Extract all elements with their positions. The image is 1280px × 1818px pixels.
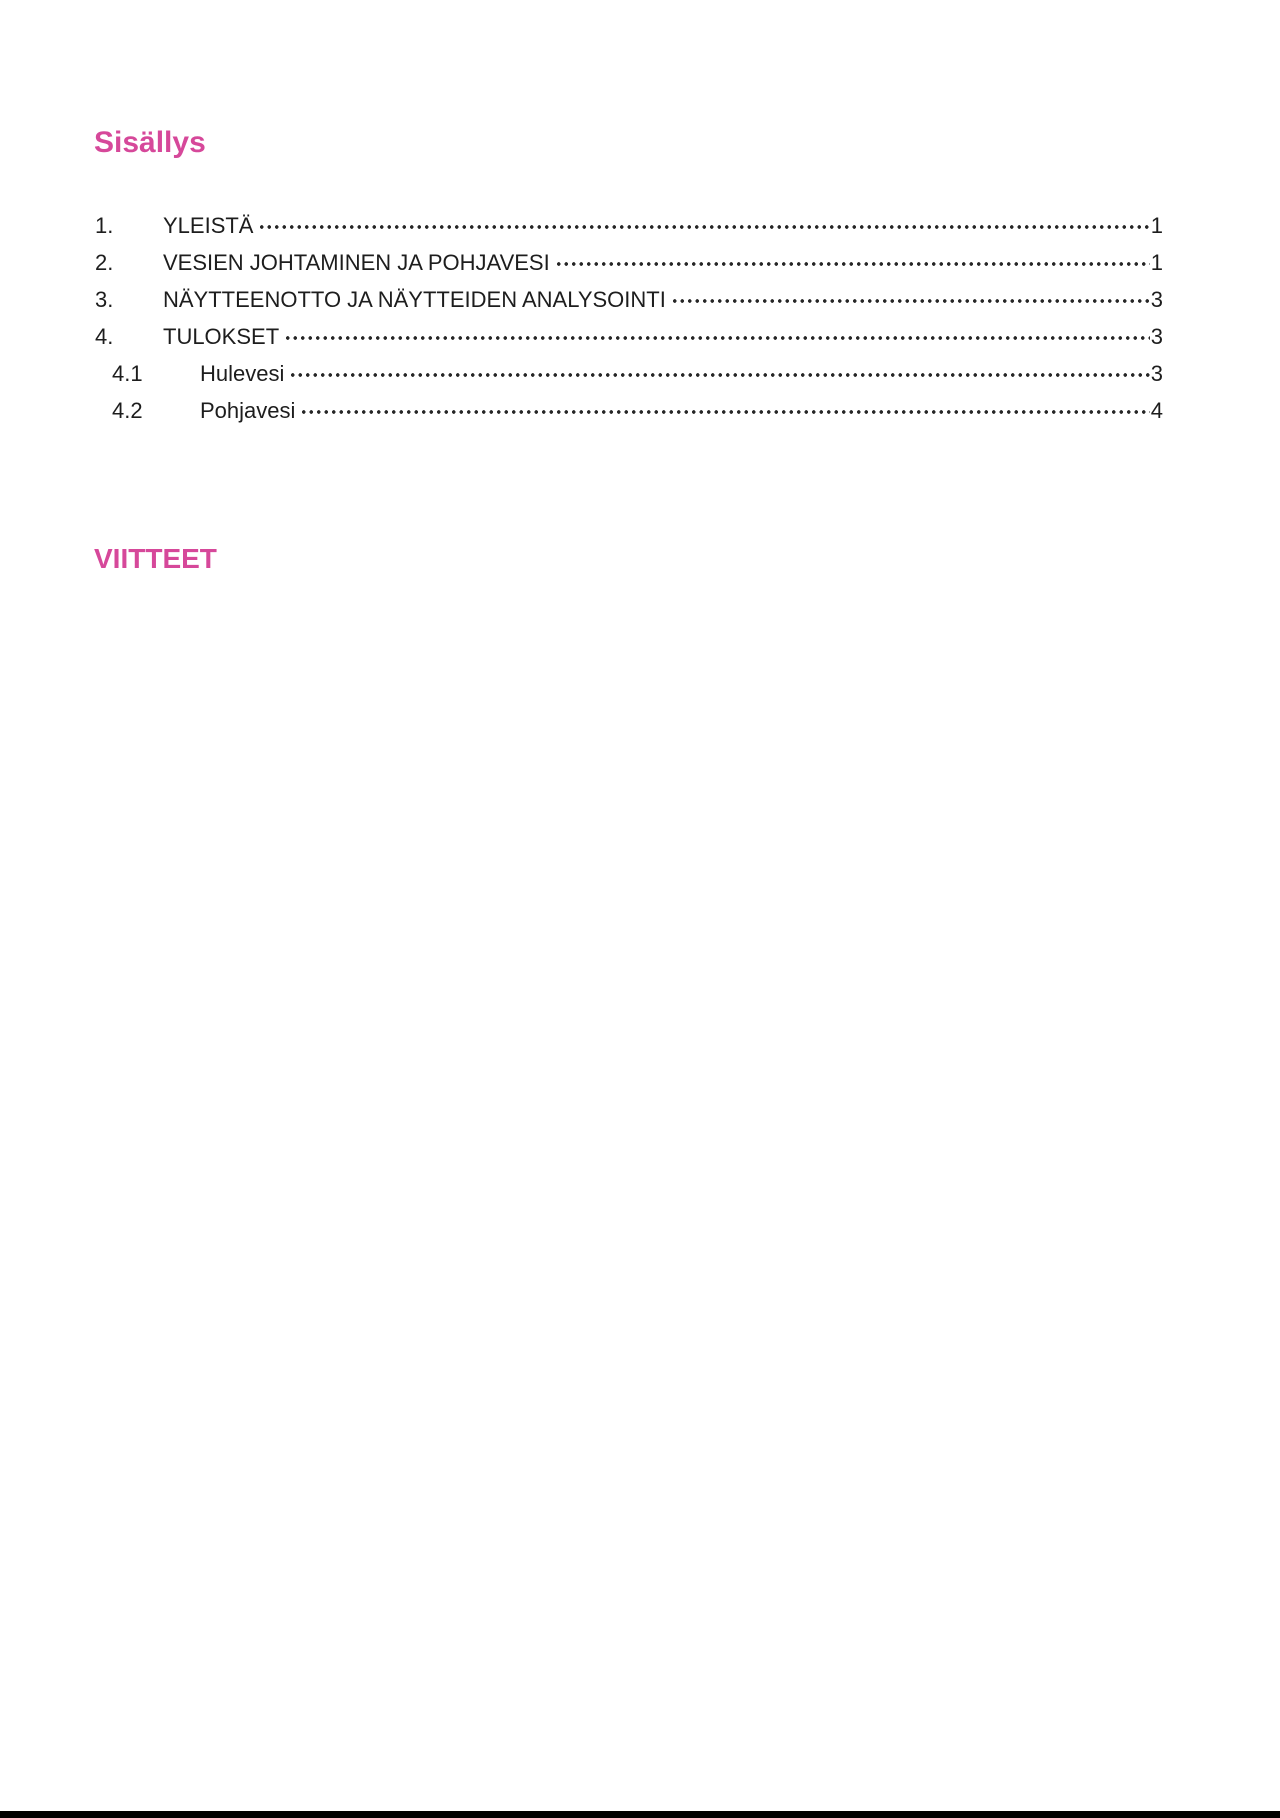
table-of-contents	[95, 207, 1163, 429]
toc-entry-label: NÄYTTEENOTTO JA NÄYTTEIDEN ANALYSOINTI	[163, 287, 666, 312]
toc-entry-number: 4.2	[112, 398, 143, 423]
toc-entry-number: 4.	[95, 324, 114, 349]
toc-entry-label: VESIEN JOHTAMINEN JA POHJAVESI	[163, 250, 550, 275]
toc-entry-label: Pohjavesi	[200, 398, 296, 423]
toc-entry	[95, 318, 1163, 355]
toc-leader-dots	[671, 285, 1150, 307]
toc-entry	[95, 207, 1163, 244]
toc-entry-page: 3	[1150, 287, 1163, 312]
toc-title: Sisällys	[94, 126, 206, 159]
toc-entry	[95, 355, 1163, 392]
references-heading: VIITTEET	[94, 543, 217, 574]
toc-entry-page: 3	[1150, 361, 1163, 386]
toc-leader-dots	[284, 322, 1150, 344]
toc-leader-dots	[300, 396, 1149, 418]
toc-entry-number: 3.	[95, 287, 114, 312]
page-bottom-border	[0, 1811, 1280, 1818]
toc-entry-label: TULOKSET	[163, 324, 280, 349]
toc-entry-label: Hulevesi	[200, 361, 285, 386]
toc-entry-number: 2.	[95, 250, 114, 275]
toc-entry-page: 4	[1150, 398, 1163, 423]
toc-entry-page: 1	[1150, 213, 1163, 238]
toc-entry	[95, 281, 1163, 318]
toc-leader-dots	[289, 359, 1149, 381]
toc-leader-dots	[258, 211, 1149, 233]
toc-entry-number: 4.1	[112, 361, 143, 386]
toc-leader-dots	[555, 248, 1150, 270]
toc-entry-page: 3	[1150, 324, 1163, 349]
toc-entry	[95, 392, 1163, 429]
toc-entry-page: 1	[1150, 250, 1163, 275]
toc-entry	[95, 244, 1163, 281]
toc-entry-number: 1.	[95, 213, 114, 238]
toc-entry-label: YLEISTÄ	[163, 213, 254, 238]
